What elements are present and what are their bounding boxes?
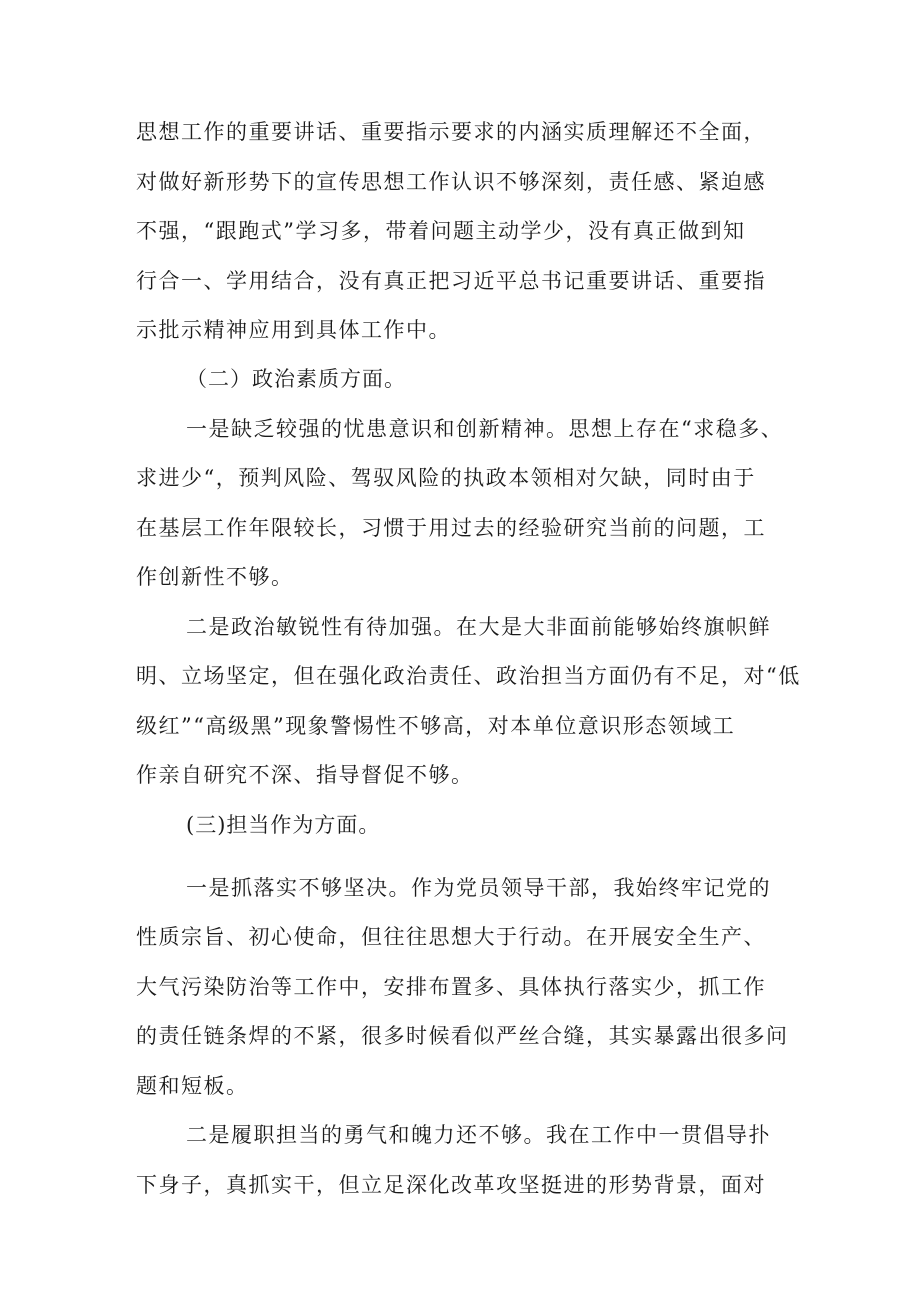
body-text-line: 对做好新形势下的宣传思想工作认识不够深刻，责任感、紧迫感 (136, 170, 766, 194)
body-text-line: 的责任链条焊的不紧，很多时候看似严丝合缝，其实暴露出很多问 (136, 1024, 789, 1048)
body-text-line: 性质宗旨、初心使命，但往往思想大于行动。在开展安全生产、 (136, 925, 766, 949)
section-heading: （二）政治素质方面。 (186, 367, 406, 391)
body-text-line: 求进少“，预判风险、驾驭风险的执政本领相对欠缺，同时由于 (136, 466, 756, 490)
body-text-line: 下身子，真抓实干，但立足深化改革攻坚挺进的形势背景，面对 (136, 1173, 766, 1197)
body-text-line: 思想工作的重要讲话、重要指示要求的内涵实质理解还不全面， (136, 120, 766, 144)
body-text-line: 作创新性不够。 (136, 565, 294, 589)
body-text-line: 明、立场坚定，但在强化政治责任、政治担当方面仍有不足，对“低 (136, 664, 801, 688)
body-text-line: 示批示精神应用到具体工作中。 (136, 318, 451, 342)
body-text-line: 在基层工作年限较长，习惯于用过去的经验研究当前的问题，工 (136, 516, 766, 540)
body-text-line: 级红”“高级黑”现象警惕性不够高，对本单位意识形态领域工 (136, 714, 736, 738)
body-text-line: 不强，“跟跑式”学习多，带着问题主动学少，没有真正做到知 (136, 219, 746, 243)
paragraph-first-line: 一是抓落实不够坚决。作为党员领导干部，我始终牢记党的 (186, 876, 771, 900)
body-text-line: 行合一、学用结合，没有真正把习近平总书记重要讲话、重要指 (136, 269, 766, 293)
body-text-line: 题和短板。 (136, 1074, 249, 1098)
body-text-line: 大气污染防治等工作中，安排布置多、具体执行落实少，抓工作 (136, 975, 766, 999)
paragraph-first-line: 二是政治敏锐性有待加强。在大是大非面前能够始终旗帜鲜 (186, 615, 771, 639)
paragraph-first-line: 二是履职担当的勇气和魄力还不够。我在工作中一贯倡导扑 (186, 1123, 771, 1147)
section-heading: (三)担当作为方面。 (186, 813, 381, 837)
paragraph-first-line: 一是缺乏较强的忧患意识和创新精神。思想上存在“求稳多、 (186, 417, 784, 441)
body-text-line: 作亲自研究不深、指导督促不够。 (136, 763, 474, 787)
